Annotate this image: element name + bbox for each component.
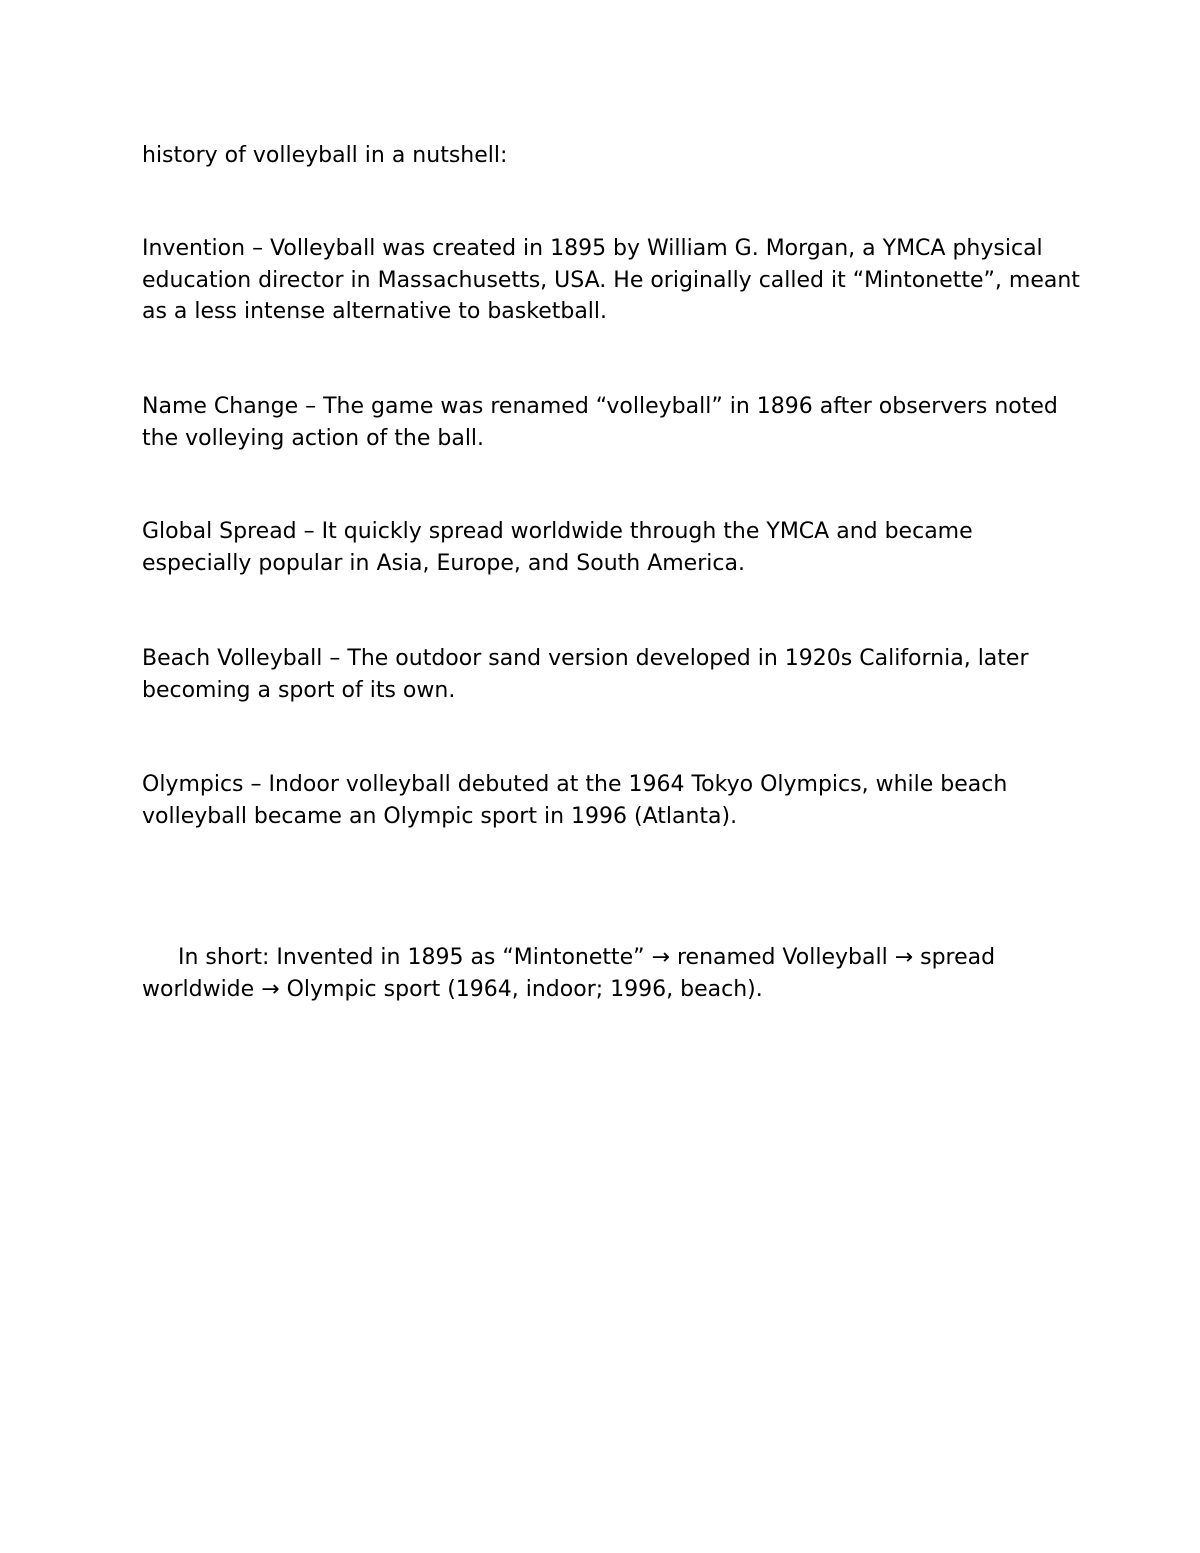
paragraph-invention: Invention – Volleyball was created in 1895 by William G. Morgan, a YMCA physical education director in Massachusetts, USA. He originally called it “Mintonette”, meant as a less intense alternative to basketball. (142, 236, 1080, 324)
paragraph-olympics: Olympics – Indoor volleyball debuted at the 1964 Tokyo Olympics, while beach volleyball became an Olympic sport in 1996 (Atlanta). (142, 772, 1008, 829)
document-title: history of volleyball in a nutshell: (142, 143, 508, 168)
paragraph-global-spread: Global Spread – It quickly spread worldwide through the YMCA and became especially popular in Asia, Europe, and South America. (142, 519, 973, 576)
paragraph-name-change: Name Change – The game was renamed “volleyball” in 1896 after observers noted the volleying action of the ball. (142, 394, 1058, 451)
summary-paragraph: In short: Invented in 1895 as “Mintonette” → renamed Volleyball → spread worldwide → Olympic sport (1964, indoor; 1996, beach). (142, 945, 996, 1002)
paragraph-beach-volleyball: Beach Volleyball – The outdoor sand version developed in 1920s California, later becoming a sport of its own. (142, 646, 1029, 703)
